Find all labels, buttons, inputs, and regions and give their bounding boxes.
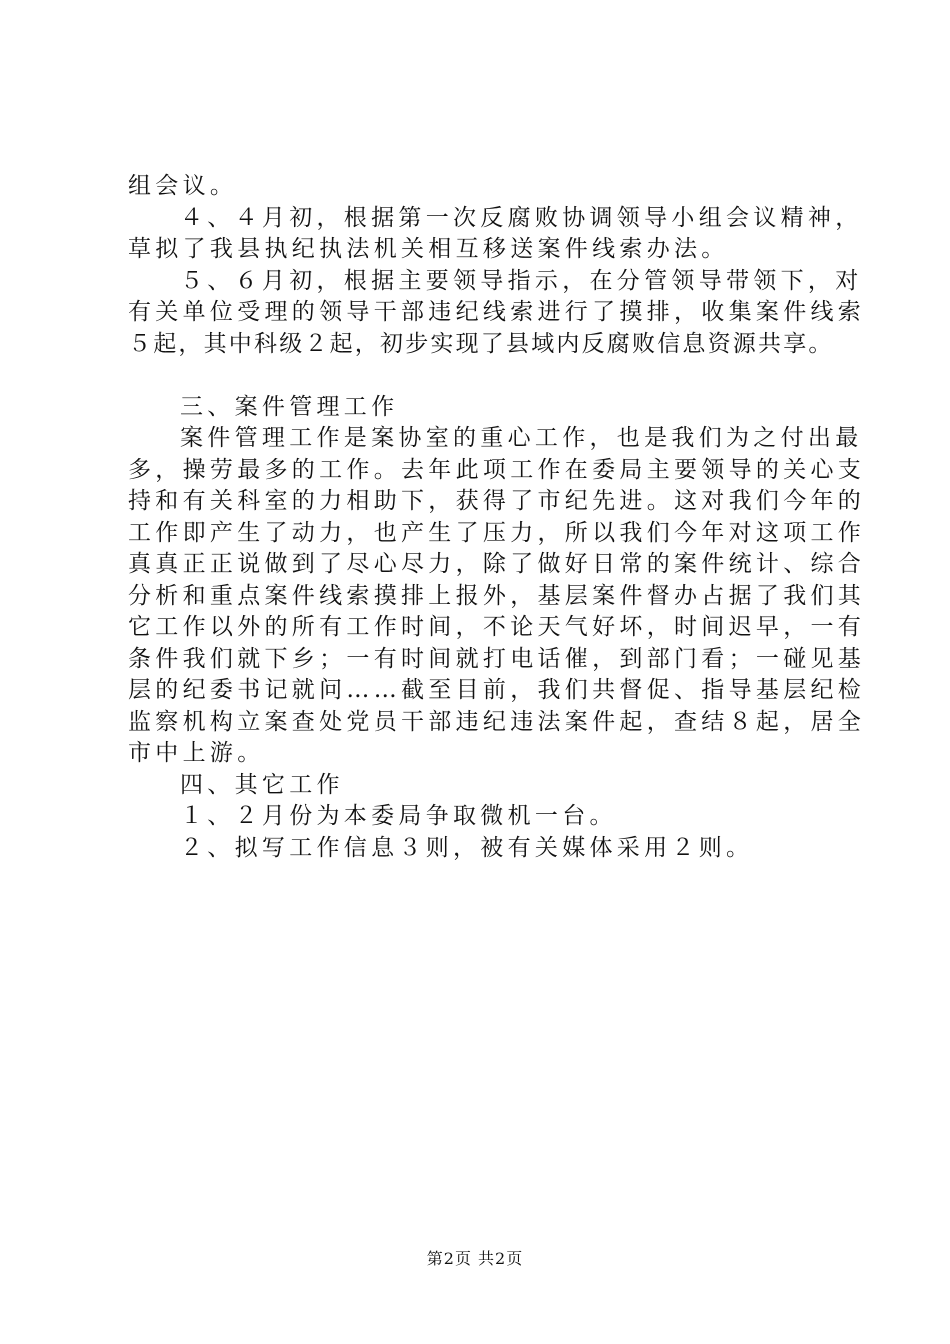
text-line: 条件我们就下乡；一有时间就打电话催，到部门看；一碰见基 (128, 645, 866, 672)
text-line: １、２月份为本委局争取微机一台。 (180, 803, 617, 829)
text-line: 草拟了我县执纪执法机关相互移送案件线索办法。 (128, 236, 729, 262)
text-line: 它工作以外的所有工作时间，不论天气好坏，时间迟早，一有 (128, 614, 866, 640)
paragraph-item-4 (128, 203, 863, 266)
paragraph-continuation (128, 171, 840, 203)
text-line: 市中上游。 (128, 740, 265, 766)
text-line: ５起，其中科级２起，初步实现了县域内反腐败信息资源共享。 (128, 330, 834, 357)
text-line: ２、拟写工作信息３则，被有关媒体采用２则。 (180, 834, 754, 861)
text-line: 组会议。 (128, 173, 238, 199)
text-line: 案件管理工作是案协室的重心工作，也是我们为之付出最 (180, 425, 863, 451)
page-footer: 第2页 共2页 (426, 1249, 524, 1268)
paragraph-item-2 (128, 833, 840, 865)
paragraph-case-management (128, 423, 866, 770)
paragraph-gap (128, 360, 840, 392)
text-line: 层的纪委书记就问……截至目前，我们共督促、指导基层纪检 (128, 677, 866, 703)
text-line: 分析和重点案件线索摸排上报外，基层案件督办占据了我们其 (128, 582, 866, 609)
section-heading-other-work (128, 770, 840, 802)
section-heading-case-management (128, 392, 840, 424)
text-line: 有关单位受理的领导干部违纪线索进行了摸排，收集案件线索 (128, 299, 866, 325)
text-line: 真真正正说做到了尽心尽力，除了做好日常的案件统计、综合 (128, 551, 866, 577)
text-line: ５、６月初，根据主要领导指示，在分管领导带领下，对 (180, 267, 863, 294)
document-body (128, 171, 866, 864)
text-line: 工作即产生了动力，也产生了压力，所以我们今年对这项工作 (128, 519, 866, 546)
section-heading: 三、案件管理工作 (180, 393, 399, 420)
paragraph-item-5 (128, 266, 866, 361)
text-line: 持和有关科室的力相助下，获得了市纪先进。这对我们今年的 (128, 488, 866, 514)
section-heading: 四、其它工作 (180, 771, 344, 798)
text-line: ４、４月初，根据第一次反腐败协调领导小组会议精神， (180, 204, 863, 231)
text-line: 多，操劳最多的工作。去年此项工作在委局主要领导的关心支 (128, 456, 866, 483)
text-line: 监察机构立案查处党员干部违纪违法案件起，查结８起，居全 (128, 708, 866, 735)
paragraph-item-1 (128, 801, 840, 833)
